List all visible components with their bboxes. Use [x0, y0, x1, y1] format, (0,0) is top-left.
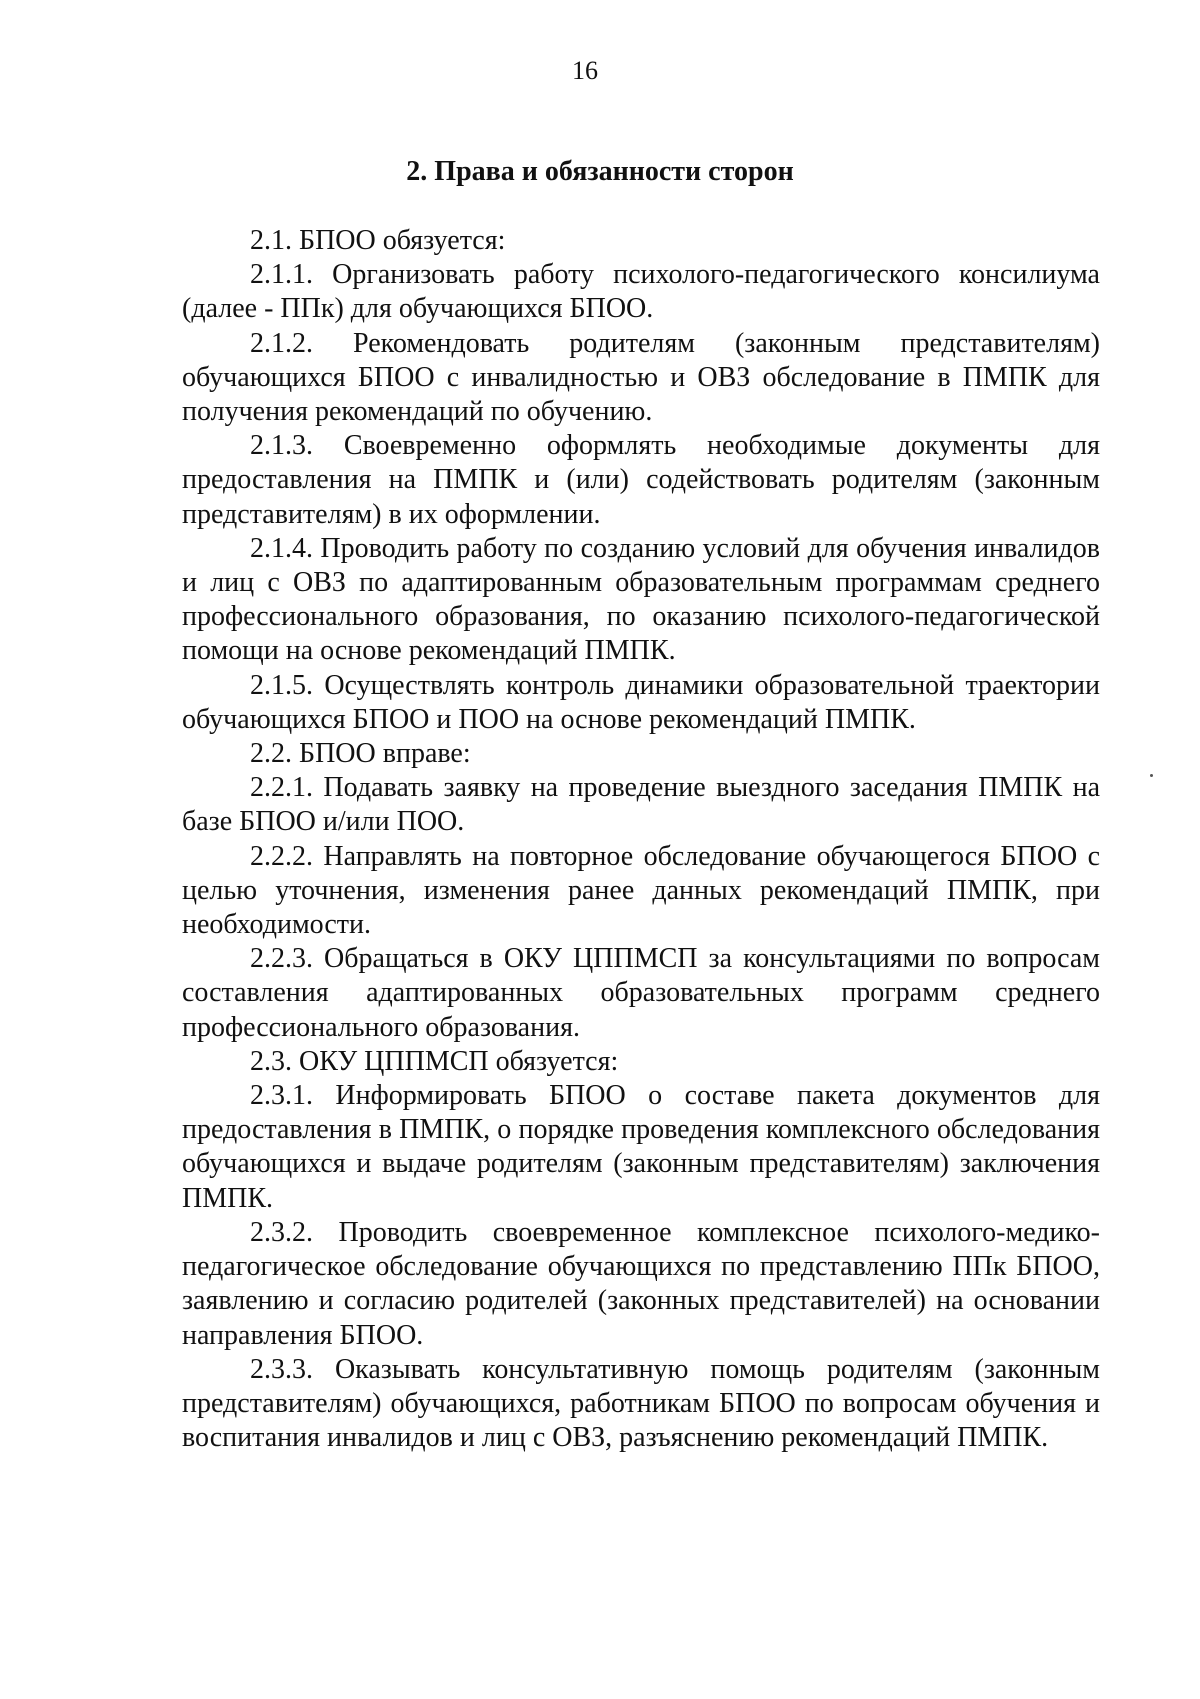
paragraph-2-1-1: 2.1.1. Организовать работу психолого-педагогического консилиума (далее - ППк) для обучающихся БПОО. — [182, 259, 1100, 325]
paragraph-2-2-3: 2.2.3. Обращаться в ОКУ ЦППМСП за консультациями по вопросам составления адаптированных образовательных программ среднего профессионального образования. — [182, 943, 1100, 1043]
paragraph-2-3-2: 2.3.2. Проводить своевременное комплексное психолого-медико-педагогическое обследование обучающихся по представлению ППк БПОО, заявлению и согласию родителей (законных представителей) на основании направления БПОО. — [182, 1216, 1100, 1351]
paragraph-2-3-3: 2.3.3. Оказывать консультативную помощь родителям (законным представителям) обучающихся, работникам БПОО по вопросам обучения и воспитания инвалидов и лиц с ОВЗ, разъяснению рекомендаций ПМПК. — [182, 1353, 1100, 1454]
paragraph-2-1-5: 2.1.5. Осуществлять контроль динамики образовательной траектории обучающихся БПОО и ПОО на основе рекомендаций ПМПК. — [182, 669, 1100, 735]
paragraph-2-2-2: 2.2.2. Направлять на повторное обследование обучающегося БПОО с целью уточнения, изменения ранее данных рекомендаций ПМПК, при необходимости. — [182, 840, 1100, 941]
page-number: 16 — [572, 56, 598, 85]
paragraph-2-1-4: 2.1.4. Проводить работу по созданию условий для обучения инвалидов и лиц с ОВЗ по адаптированным образовательным программам среднего профессионального образования, по оказанию психолого-педагогической помощи на основе рекомендаций ПМПК. — [182, 532, 1100, 667]
section-heading: 2. Права и обязанности сторон — [406, 156, 794, 187]
paragraph-2-2-1: 2.2.1. Подавать заявку на проведение выездного заседания ПМПК на базе БПОО и/или ПОО. — [182, 772, 1100, 838]
scan-speck — [1150, 774, 1153, 777]
paragraph-2-2: 2.2. БПОО вправе: — [250, 738, 471, 770]
paragraph-2-3: 2.3. ОКУ ЦППМСП обязуется: — [250, 1045, 619, 1077]
document-body — [182, 224, 1100, 1455]
paragraph-2-3-1: 2.3.1. Информировать БПОО о составе пакета документов для предоставления в ПМПК, о порядке проведения комплексного обследования обучающихся и выдаче родителям (законным представителям) заключения ПМПК. — [182, 1080, 1100, 1214]
paragraph-2-1-3: 2.1.3. Своевременно оформлять необходимые документы для предоставления на ПМПК и (или) содействовать родителям (законным представителям) в их оформлении. — [182, 430, 1100, 530]
paragraph-2-1: 2.1. БПОО обязуется: — [250, 225, 506, 256]
paragraph-2-1-2: 2.1.2. Рекомендовать родителям (законным представителям) обучающихся БПОО с инвалидностью и ОВЗ обследование в ПМПК для получения рекомендаций по обучению. — [182, 327, 1100, 428]
